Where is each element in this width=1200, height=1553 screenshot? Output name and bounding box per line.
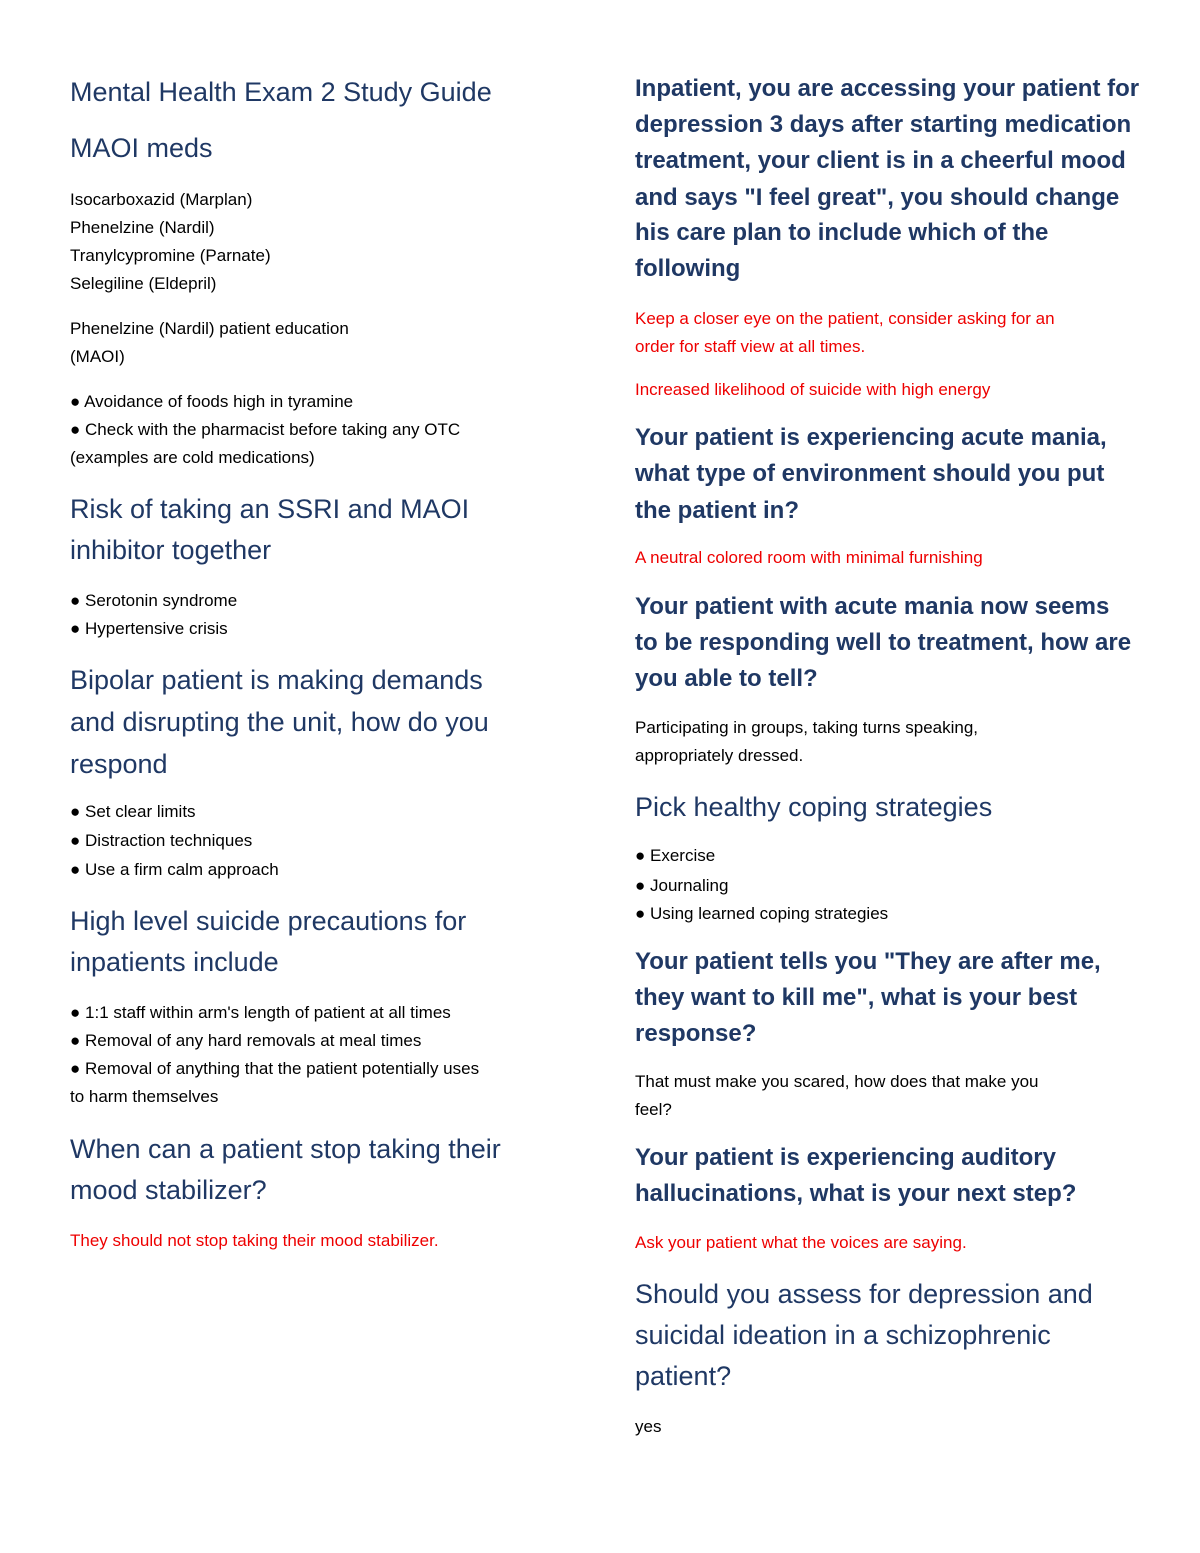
question-4-line: response? xyxy=(635,1020,757,1047)
coping-heading: Pick healthy coping strategies xyxy=(635,792,993,822)
list-item: ● Avoidance of foods high in tyramine xyxy=(70,392,354,411)
education-heading-line1: Phenelzine (Nardil) patient education xyxy=(70,319,349,338)
bullet-icon: ● xyxy=(70,1031,81,1050)
answer-1-line1: Keep a closer eye on the patient, consider asking for an xyxy=(635,309,1055,328)
bipolar-heading-line2: and disrupting the unit, how do you xyxy=(70,707,489,737)
question-5-line: hallucinations, what is your next step? xyxy=(635,1180,1077,1207)
list-item: ● Check with the pharmacist before taking any OTC xyxy=(70,420,461,439)
question-1-line: treatment, your client is in a cheerful mood xyxy=(635,147,1126,174)
question-3-line: to be responding well to treatment, how are xyxy=(635,629,1132,656)
bipolar-heading-line3: respond xyxy=(70,749,168,779)
bullet-icon: ● xyxy=(70,831,81,850)
question-1-line: depression 3 days after starting medication xyxy=(635,111,1132,138)
maoi-med: Tranylcypromine (Parnate) xyxy=(70,246,271,265)
maoi-med: Selegiline (Eldepril) xyxy=(70,274,217,293)
bullet-icon: ● xyxy=(635,846,646,865)
question-6-line: suicidal ideation in a schizophrenic xyxy=(635,1320,1051,1350)
list-item: ● Using learned coping strategies xyxy=(635,904,889,923)
bullet-icon: ● xyxy=(70,860,81,879)
answer-6: yes xyxy=(635,1417,662,1436)
list-item: ● Hypertensive crisis xyxy=(70,619,228,638)
answer-1-line2: order for staff view at all times. xyxy=(635,337,866,356)
question-5-line: Your patient is experiencing auditory xyxy=(635,1144,1056,1171)
bullet-icon: ● xyxy=(70,802,81,821)
page-title: Mental Health Exam 2 Study Guide xyxy=(70,77,492,107)
maoi-heading: MAOI meds xyxy=(70,133,213,163)
bullet-icon: ● xyxy=(70,420,81,439)
question-1-line: and says "I feel great", you should change xyxy=(635,184,1120,211)
question-3-line: you able to tell? xyxy=(635,665,818,692)
bullet-icon: ● xyxy=(635,876,646,895)
list-item: ● Removal of any hard removals at meal times xyxy=(70,1031,422,1050)
list-item: ● Set clear limits xyxy=(70,802,196,821)
question-3-line: Your patient with acute mania now seems xyxy=(635,593,1110,620)
suicide-heading-line1: High level suicide precautions for xyxy=(70,906,467,936)
question-2-line: the patient in? xyxy=(635,497,799,524)
stabilizer-heading-line1: When can a patient stop taking their xyxy=(70,1134,501,1164)
bullet-icon: ● xyxy=(70,1059,81,1078)
list-item: ● 1:1 staff within arm's length of patient at all times xyxy=(70,1003,451,1022)
answer-5: Ask your patient what the voices are saying. xyxy=(635,1233,967,1252)
suicide-heading-line2: inpatients include xyxy=(70,947,279,977)
stabilizer-answer: They should not stop taking their mood stabilizer. xyxy=(70,1231,439,1250)
bipolar-heading-line1: Bipolar patient is making demands xyxy=(70,665,483,695)
question-4-line: they want to kill me", what is your best xyxy=(635,984,1078,1011)
answer-2: A neutral colored room with minimal furnishing xyxy=(635,548,983,567)
maoi-med: Isocarboxazid (Marplan) xyxy=(70,190,253,209)
bullet-icon: ● xyxy=(70,392,81,411)
answer-3-line2: appropriately dressed. xyxy=(635,746,804,765)
list-item: ● Use a firm calm approach xyxy=(70,860,279,879)
bullet-icon: ● xyxy=(70,591,81,610)
question-2-line: what type of environment should you put xyxy=(635,460,1105,487)
question-6-line: Should you assess for depression and xyxy=(635,1279,1093,1309)
question-1-line: following xyxy=(635,255,741,282)
list-item-continuation: (examples are cold medications) xyxy=(70,448,315,467)
list-item: ● Journaling xyxy=(635,876,729,895)
answer-4-line1: That must make you scared, how does that make you xyxy=(635,1072,1039,1091)
list-item: ● Distraction techniques xyxy=(70,831,253,850)
answer-4-line2: feel? xyxy=(635,1100,672,1119)
list-item: ● Serotonin syndrome xyxy=(70,591,238,610)
question-1-line: Inpatient, you are accessing your patient for xyxy=(635,75,1140,102)
list-item-continuation: to harm themselves xyxy=(70,1087,219,1106)
answer-3-line1: Participating in groups, taking turns speaking, xyxy=(635,718,979,737)
maoi-med: Phenelzine (Nardil) xyxy=(70,218,215,237)
list-item: ● Exercise xyxy=(635,846,716,865)
risk-heading-line1: Risk of taking an SSRI and MAOI xyxy=(70,494,470,524)
question-6-line: patient? xyxy=(635,1361,732,1391)
question-1-line: his care plan to include which of the xyxy=(635,219,1049,246)
risk-heading-line2: inhibitor together xyxy=(70,535,272,565)
question-4-line: Your patient tells you "They are after me, xyxy=(635,948,1101,975)
bullet-icon: ● xyxy=(70,619,81,638)
answer-1-line3: Increased likelihood of suicide with high energy xyxy=(635,380,991,399)
education-heading-line2: (MAOI) xyxy=(70,347,125,366)
list-item: ● Removal of anything that the patient potentially uses xyxy=(70,1059,480,1078)
question-2-line: Your patient is experiencing acute mania, xyxy=(635,424,1107,451)
bullet-icon: ● xyxy=(70,1003,81,1022)
stabilizer-heading-line2: mood stabilizer? xyxy=(70,1175,267,1205)
bullet-icon: ● xyxy=(635,904,646,923)
